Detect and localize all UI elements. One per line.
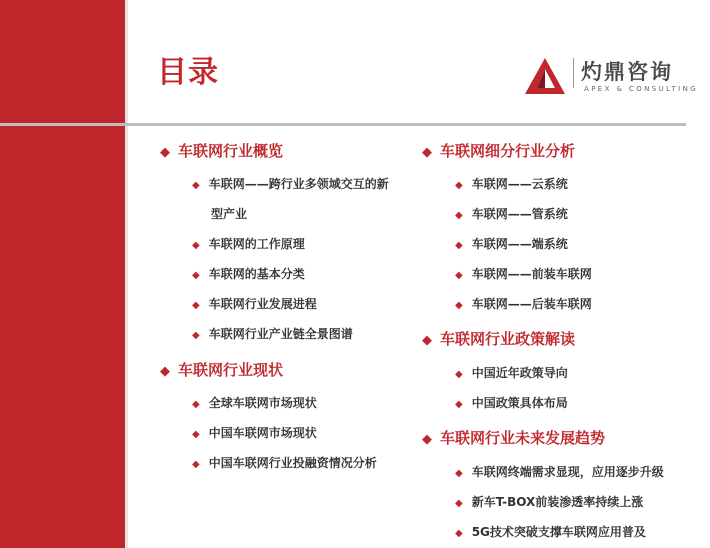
diamond-bullet-icon: ◆ (422, 145, 432, 160)
diamond-bullet-icon: ◆ (455, 399, 463, 410)
diamond-bullet-icon: ◆ (455, 240, 463, 251)
toc-item[interactable] (455, 235, 568, 252)
toc-item[interactable] (192, 235, 305, 252)
toc-item[interactable] (192, 424, 317, 441)
toc-item-label: 车联网——前装车联网 (471, 267, 592, 281)
diamond-bullet-icon: ◆ (192, 399, 200, 410)
diamond-bullet-icon: ◆ (455, 498, 463, 509)
toc-item[interactable] (455, 265, 592, 282)
toc-item[interactable] (455, 295, 592, 312)
logo-name-en: APEX & CONSULTING (584, 85, 699, 93)
toc-item-label: 车联网行业发展进程 (208, 297, 317, 311)
toc-item[interactable] (455, 205, 568, 222)
toc-item-label: 车联网——端系统 (471, 237, 568, 251)
toc-section-heading: 车联网行业未来发展趋势 (440, 429, 606, 447)
toc-item[interactable] (455, 175, 568, 192)
diamond-bullet-icon: ◆ (160, 364, 170, 379)
toc-item-label: 全球车联网市场现状 (208, 396, 317, 410)
toc-item-label: 车联网——跨行业多领域交互的新 (208, 177, 389, 191)
toc-item[interactable] (455, 394, 568, 411)
diamond-bullet-icon: ◆ (192, 180, 200, 191)
toc-item-label: 5G技术突破支撑车联网应用普及 (471, 525, 646, 539)
toc-section-heading: 车联网行业政策解读 (440, 330, 576, 348)
brand-logo (525, 56, 699, 100)
diamond-bullet-icon: ◆ (192, 330, 200, 341)
diamond-bullet-icon: ◆ (455, 468, 463, 479)
toc-item-label: 中国政策具体布局 (471, 396, 568, 410)
toc-item-label: 车联网——云系统 (471, 177, 568, 191)
diamond-bullet-icon: ◆ (192, 429, 200, 440)
toc-item-label: 中国车联网市场现状 (208, 426, 317, 440)
toc-item[interactable] (192, 454, 377, 471)
toc-item-label: 新车T-BOX前装渗透率持续上涨 (471, 495, 644, 509)
toc-section-trends[interactable] (422, 427, 605, 448)
header-divider (0, 123, 686, 126)
toc-item[interactable] (455, 523, 646, 540)
toc-item[interactable] (455, 364, 568, 381)
diamond-bullet-icon: ◆ (455, 528, 463, 539)
diamond-bullet-icon: ◆ (455, 369, 463, 380)
toc-section-status[interactable] (160, 359, 283, 380)
diamond-bullet-icon: ◆ (192, 300, 200, 311)
toc-item-label: 车联网行业产业链全景图谱 (208, 327, 353, 341)
toc-item[interactable] (455, 463, 664, 480)
toc-section-heading: 车联网细分行业分析 (440, 142, 576, 160)
logo-separator (573, 58, 574, 88)
toc-item-label: 车联网——管系统 (471, 207, 568, 221)
sidebar-red-band (0, 0, 125, 548)
toc-item-label: 车联网的基本分类 (208, 267, 305, 281)
toc-section-heading: 车联网行业概览 (178, 142, 284, 160)
diamond-bullet-icon: ◆ (455, 300, 463, 311)
diamond-bullet-icon: ◆ (455, 270, 463, 281)
sidebar-edge (125, 0, 128, 548)
toc-section-segments[interactable] (422, 140, 575, 161)
toc-item-label: 车联网——后装车联网 (471, 297, 592, 311)
toc-item-label: 车联网终端需求显现，应用逐步升级 (471, 465, 664, 479)
toc-item-label: 中国近年政策导向 (471, 366, 568, 380)
diamond-bullet-icon: ◆ (455, 180, 463, 191)
logo-name-cn: 灼鼎咨询 (581, 60, 673, 84)
page-title: 目录 (157, 55, 219, 90)
toc-item[interactable] (192, 265, 305, 282)
diamond-bullet-icon: ◆ (422, 333, 432, 348)
toc-item-label: 型产业 (211, 207, 248, 221)
diamond-bullet-icon: ◆ (455, 210, 463, 221)
diamond-bullet-icon: ◆ (160, 145, 170, 160)
toc-section-policy[interactable] (422, 328, 575, 349)
toc-item-label: 车联网的工作原理 (208, 237, 305, 251)
diamond-bullet-icon: ◆ (192, 240, 200, 251)
toc-item-label: 中国车联网行业投融资情况分析 (208, 456, 377, 470)
toc-item[interactable] (192, 295, 317, 312)
toc-item[interactable] (192, 325, 353, 342)
toc-item[interactable] (455, 493, 643, 510)
toc-section-heading: 车联网行业现状 (178, 361, 284, 379)
diamond-bullet-icon: ◆ (192, 270, 200, 281)
toc-item[interactable] (192, 394, 317, 411)
toc-item-continuation[interactable] (211, 205, 247, 222)
toc-item[interactable] (192, 175, 389, 192)
toc-section-overview[interactable] (160, 140, 283, 161)
diamond-bullet-icon: ◆ (192, 459, 200, 470)
logo-triangle-icon (525, 58, 565, 94)
diamond-bullet-icon: ◆ (422, 432, 432, 447)
